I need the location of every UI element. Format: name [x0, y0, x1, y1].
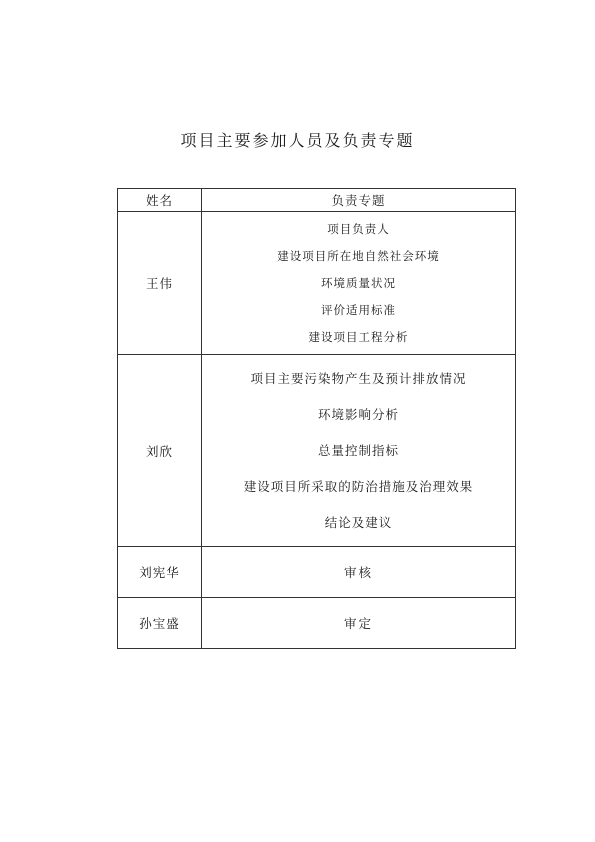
topic-list	[202, 216, 515, 351]
person-name: 王伟	[118, 212, 202, 355]
topic-item: 结论及建议	[324, 514, 393, 530]
header-name: 姓名	[118, 189, 202, 212]
topic-item: 总量控制指标	[317, 442, 399, 458]
person-name: 孙宝盛	[118, 598, 202, 649]
topic-item: 环境影响分析	[317, 406, 399, 422]
topic-item: 审核	[202, 547, 516, 598]
topic-item: 项目负责人	[327, 221, 390, 236]
page-title: 项目主要参加人员及负责专题	[180, 131, 415, 150]
topic-cell	[202, 355, 516, 547]
topic-item: 审定	[202, 598, 516, 649]
person-name: 刘宪华	[118, 547, 202, 598]
topic-item: 建设项目工程分析	[308, 329, 409, 344]
topic-cell	[202, 212, 516, 355]
topic-item: 环境质量状况	[321, 275, 396, 290]
staff-responsibility-table	[117, 188, 516, 649]
table-row	[118, 598, 516, 649]
table-header-row	[118, 189, 516, 212]
person-name: 刘欣	[118, 355, 202, 547]
topic-item: 建设项目所在地自然社会环境	[277, 248, 440, 263]
table-row	[118, 355, 516, 547]
topic-item: 评价适用标准	[321, 302, 396, 317]
topic-item: 项目主要污染物产生及预计排放情况	[250, 370, 467, 386]
topic-list	[202, 361, 515, 541]
header-topic: 负责专题	[202, 189, 516, 212]
table-row	[118, 547, 516, 598]
topic-item: 建设项目所采取的防治措施及治理效果	[243, 478, 474, 494]
table-row	[118, 212, 516, 355]
